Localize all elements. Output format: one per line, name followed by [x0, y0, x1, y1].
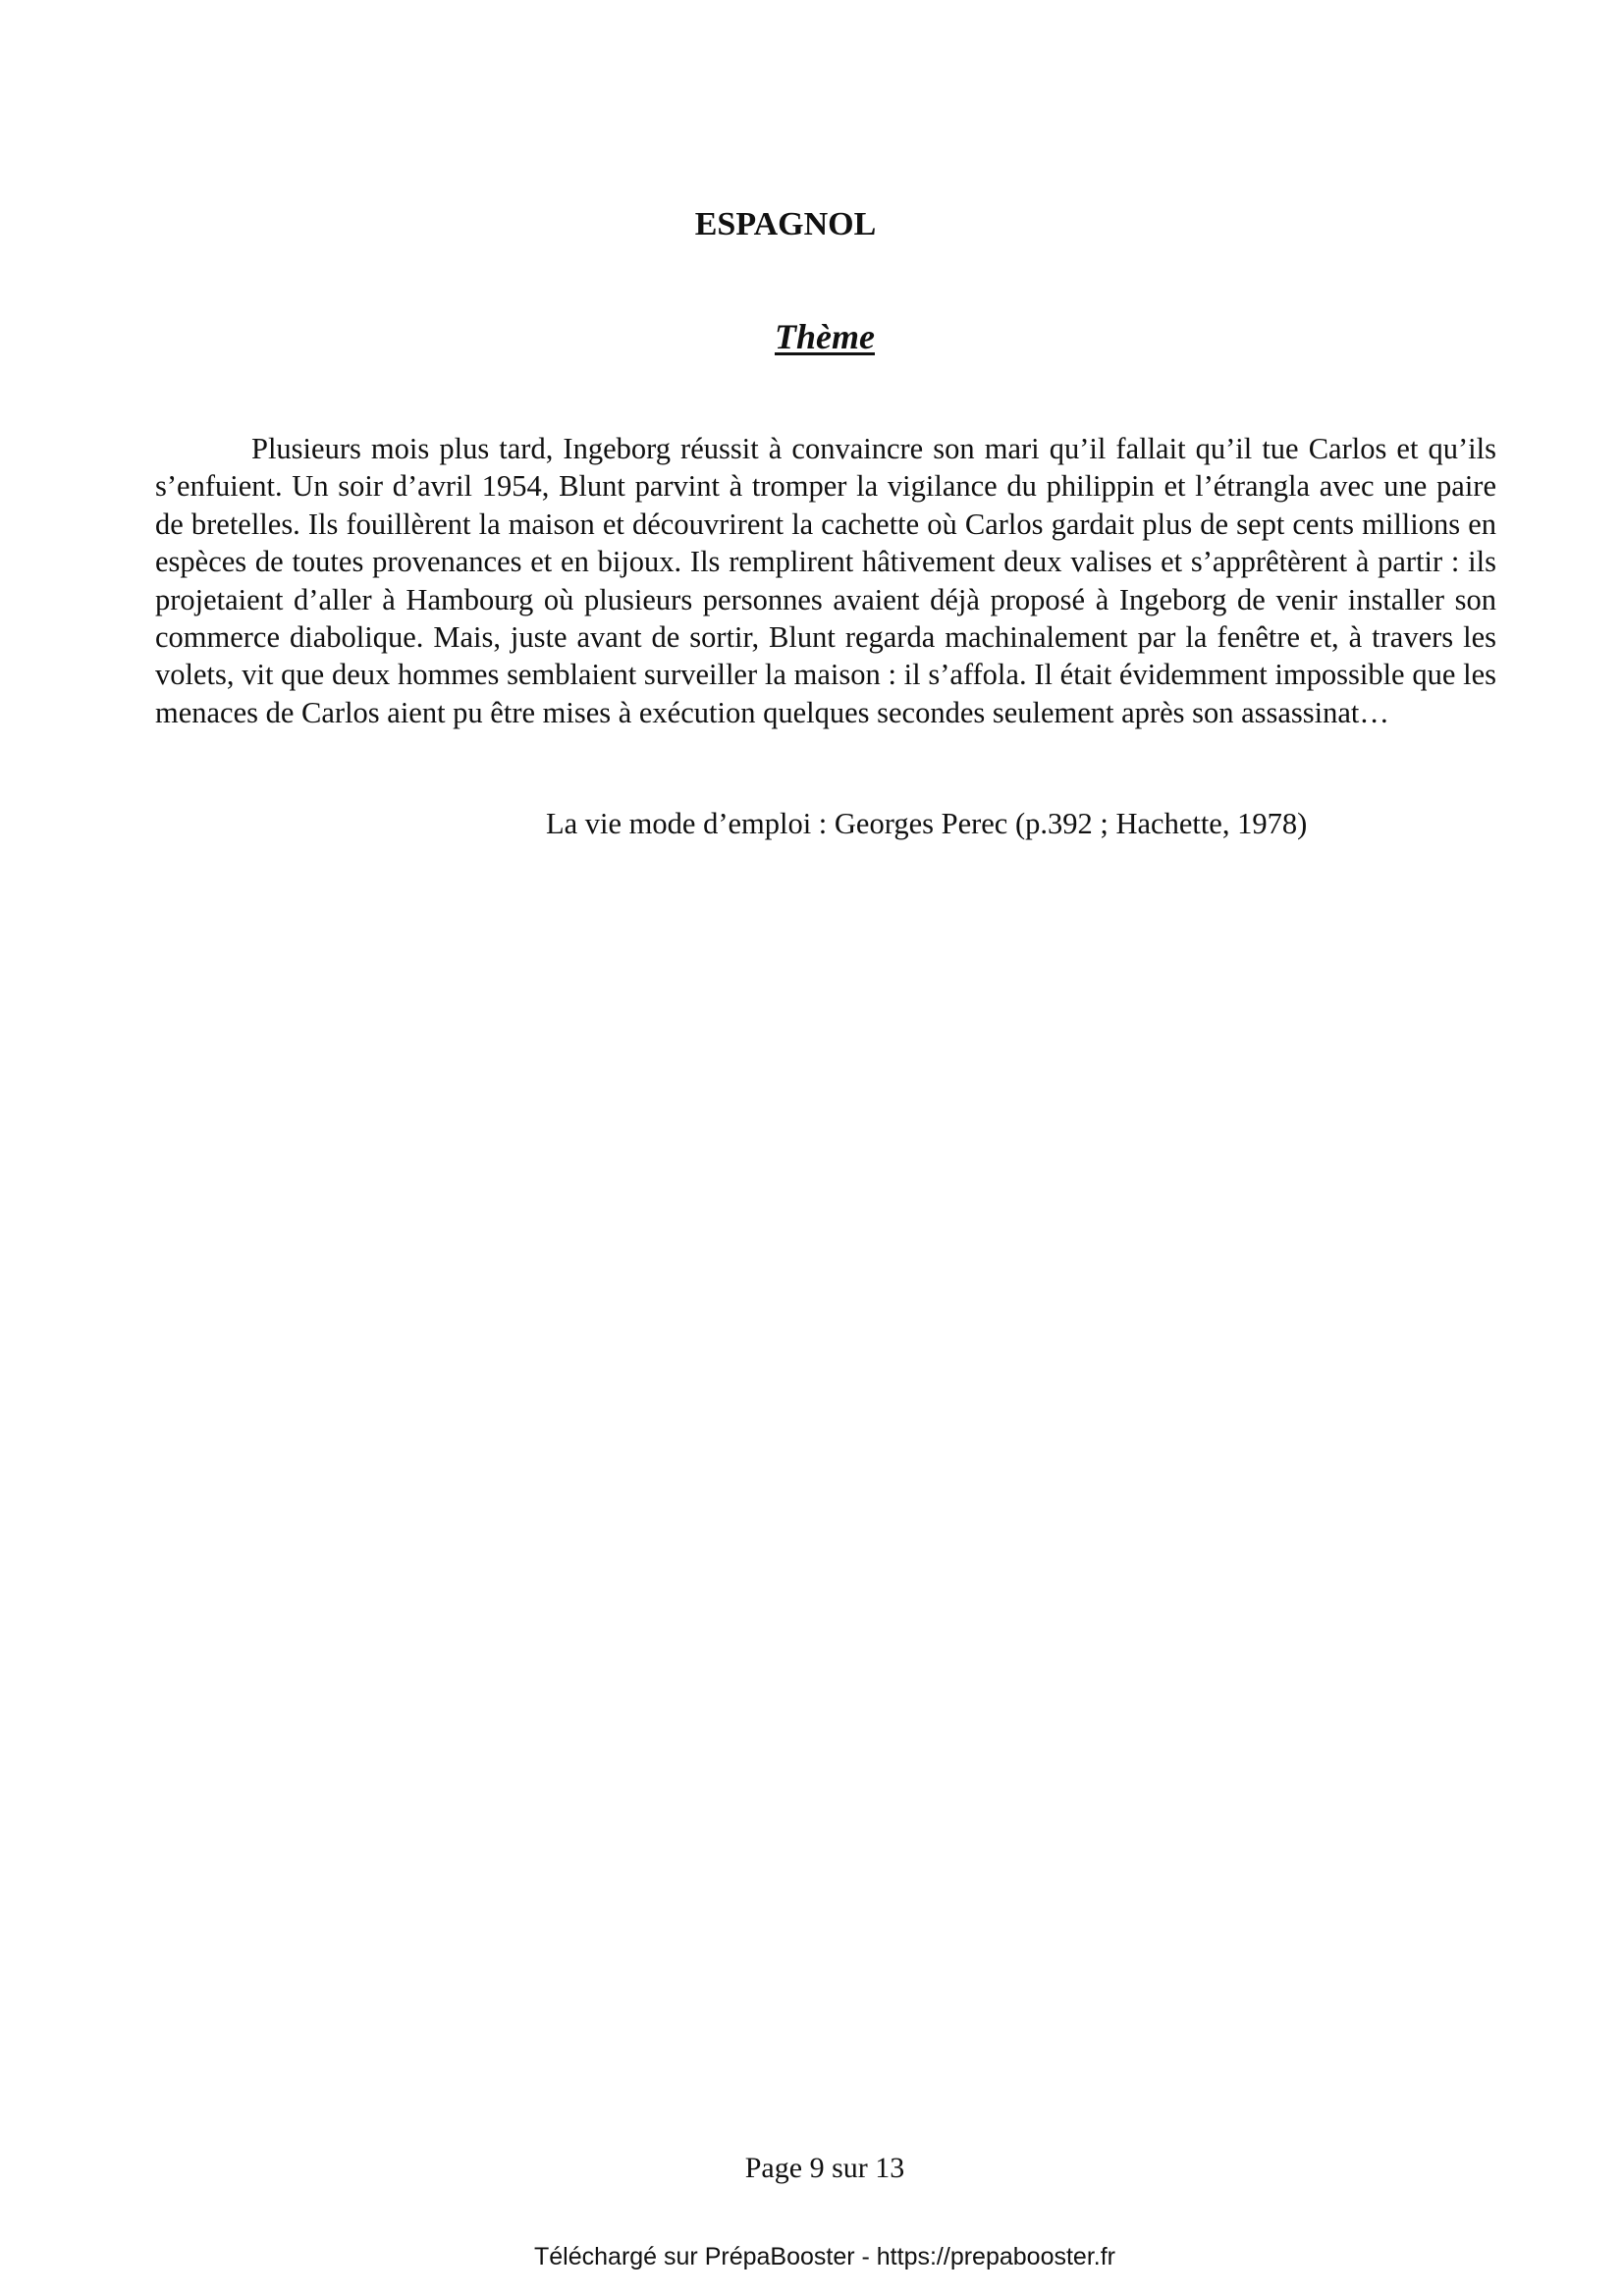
page-number: Page 9 sur 13 — [744, 2152, 905, 2184]
download-notice: Téléchargé sur PrépaBooster - https://prepabooster.fr — [534, 2243, 1115, 2270]
passage-text: Plusieurs mois plus tard, Ingeborg réussit à convaincre son mari qu’il fallait qu’il tue Carlos et qu’ils s’enfuient. Un soir d’avril 1954, Blunt parvint à tromper la vigilance du philippin et l’étrangla avec une paire de bretelles. Ils fouillèrent la maison et découvrirent la cachette où Carlos gardait plus de sept cents millions en espèces de toutes provenances et en bijoux. Ils remplirent hâtivement deux valises et s’apprêtèrent à partir : ils projetaient d’aller à Hambourg où plusieurs personnes avaient déjà proposé à Ingeborg de venir installer son commerce diabolique. Mais, juste avant de sortir, Blunt regarda machinalement par la fenêtre et, à travers les volets, vit que deux hommes semblaient surveiller la maison : il s’affola. Il était évidemment impossible que les menaces de Carlos aient pu être mises à exécution quelques secondes seulement après son assassinat… — [155, 432, 1496, 729]
subject-title: ESPAGNOL — [694, 206, 877, 242]
source-citation: La vie mode d’emploi : Georges Perec (p.392 ; Hachette, 1978) — [546, 807, 1308, 840]
section-title: Thème — [775, 317, 875, 356]
